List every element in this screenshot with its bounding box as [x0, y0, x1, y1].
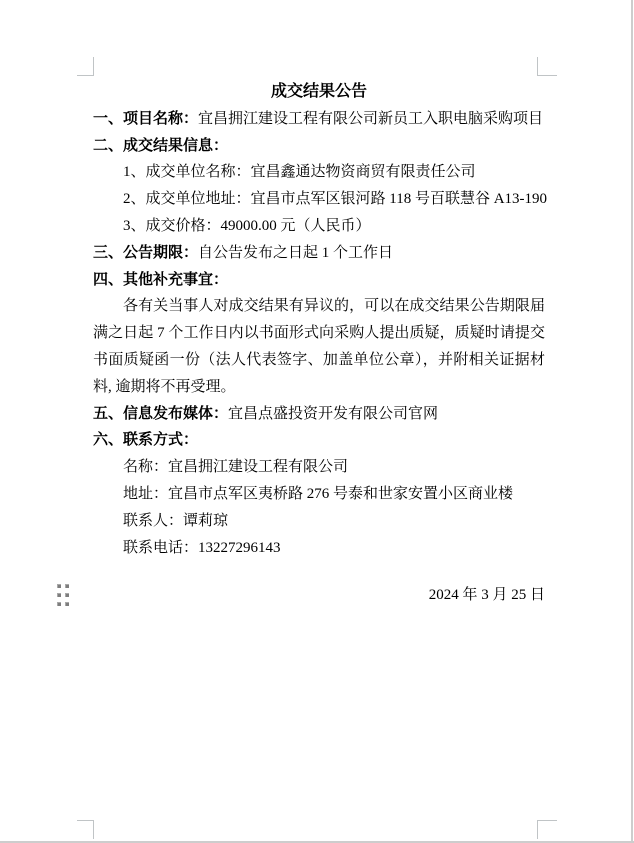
- heading-contact[interactable]: [93, 427, 545, 454]
- heading-publish-media[interactable]: [93, 401, 545, 428]
- heading-value: 宜昌点盛投资开发有限公司官网: [228, 405, 439, 422]
- page-edge-right: [631, 0, 633, 843]
- margin-mark-top-right-icon: [537, 57, 557, 76]
- margin-mark-top-left-icon: [77, 57, 94, 76]
- grip-dot: [57, 584, 61, 588]
- document-content: [93, 79, 548, 609]
- contact-phone[interactable]: 联系电话：13227296143: [123, 539, 281, 556]
- heading-label: 一、项目名称：: [93, 110, 199, 127]
- heading-value: 自公告发布之日起 1 个工作日: [198, 244, 394, 261]
- heading-label: 四、其他补充事宜：: [93, 271, 229, 288]
- heading-label: 三、公告期限：: [93, 244, 199, 261]
- heading-label: 五、信息发布媒体：: [93, 405, 229, 422]
- heading-label: 二、成交结果信息：: [93, 137, 229, 154]
- grip-dot: [65, 593, 69, 597]
- heading-project-name[interactable]: [93, 106, 545, 133]
- contact-address[interactable]: 地址：宜昌市点军区夷桥路 276 号泰和世家安置小区商业楼: [123, 485, 514, 502]
- item-price[interactable]: 3、成交价格：49000.00 元（人民币）: [123, 217, 371, 234]
- margin-mark-bottom-right-icon: [537, 820, 557, 839]
- heading-label: 六、联系方式：: [93, 432, 199, 449]
- heading-supplementary[interactable]: [93, 267, 545, 294]
- grip-dot: [65, 602, 69, 606]
- item-winner-address[interactable]: 2、成交单位地址：宜昌市点军区银河路 118 号百联慧谷 A13-190: [123, 191, 548, 208]
- grip-dot: [57, 602, 61, 606]
- drag-handle-icon[interactable]: [57, 584, 69, 606]
- contact-name[interactable]: 名称：宜昌拥江建设工程有限公司: [123, 459, 349, 476]
- document-title[interactable]: 成交结果公告: [270, 83, 367, 100]
- heading-value: 宜昌拥江建设工程有限公司新员工入职电脑采购项目: [198, 110, 544, 127]
- document-date[interactable]: 2024 年 3 月 25 日: [428, 587, 545, 604]
- grip-dot: [65, 584, 69, 588]
- paragraph-objection-notice[interactable]: 各有关当事人对成交结果有异议的，可以在成交结果公告期限届满之日起 7 个工作日内以书面形式向采购人提出质疑，质疑时请提交书面质疑函一份（法人代表签字、加盖单位公章），并附相关证据材料, 逾期将不再受理。: [93, 298, 545, 395]
- margin-mark-bottom-left-icon: [77, 820, 94, 839]
- heading-result-info[interactable]: [93, 133, 545, 160]
- item-winner-name[interactable]: 1、成交单位名称：宜昌鑫通达物资商贸有限责任公司: [123, 164, 476, 181]
- grip-dot: [57, 593, 61, 597]
- contact-person[interactable]: 联系人：谭莉琼: [123, 512, 229, 529]
- heading-announcement-period[interactable]: [93, 240, 545, 267]
